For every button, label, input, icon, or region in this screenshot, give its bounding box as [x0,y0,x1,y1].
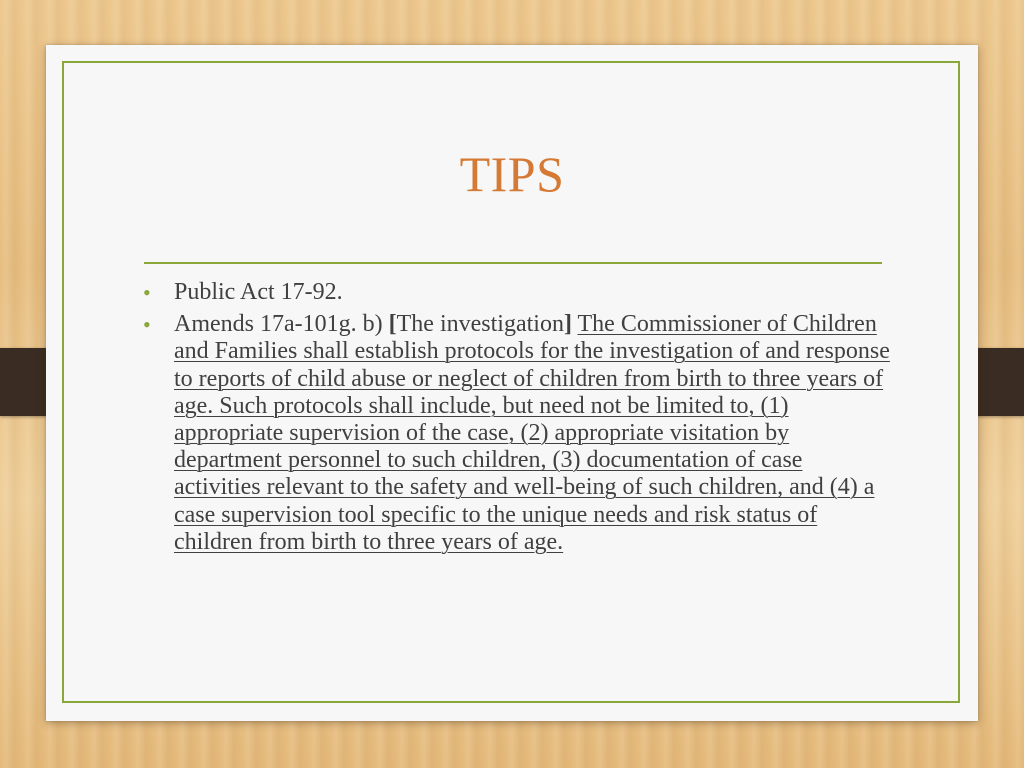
title-divider [144,262,882,264]
bullet-list [138,279,890,561]
deleted-text: The investigation [396,311,564,338]
bullet-item-amendment [138,311,890,556]
slide-title: TIPS [459,146,565,202]
amendment-prefix: Amends 17a-101g. b) [174,311,389,338]
bullet-item-public-act [138,279,890,306]
bracket-close: ] [563,311,572,338]
bullet-marker: • [143,280,151,305]
slide-card [46,45,978,721]
bracket-open: [ [388,311,397,338]
underlined-new-text: The Commissioner of Children and Families shall establish protocols for the investigation of and response to reports of child abuse or neglect of children from birth to three years of age. Such protocols shall include, but need not be limited to, (1) appropriate supervision of the case, (2) appropriate visitation by department personnel to such children, (3) documentation of case activities relevant to the safety and well-being of such children, and (4) a case supervision tool specific to the unique needs and risk status of children from birth to three years of age. [174,311,890,555]
bullet-text: Public Act 17-92. [174,279,343,305]
bullet-marker: • [143,312,151,338]
